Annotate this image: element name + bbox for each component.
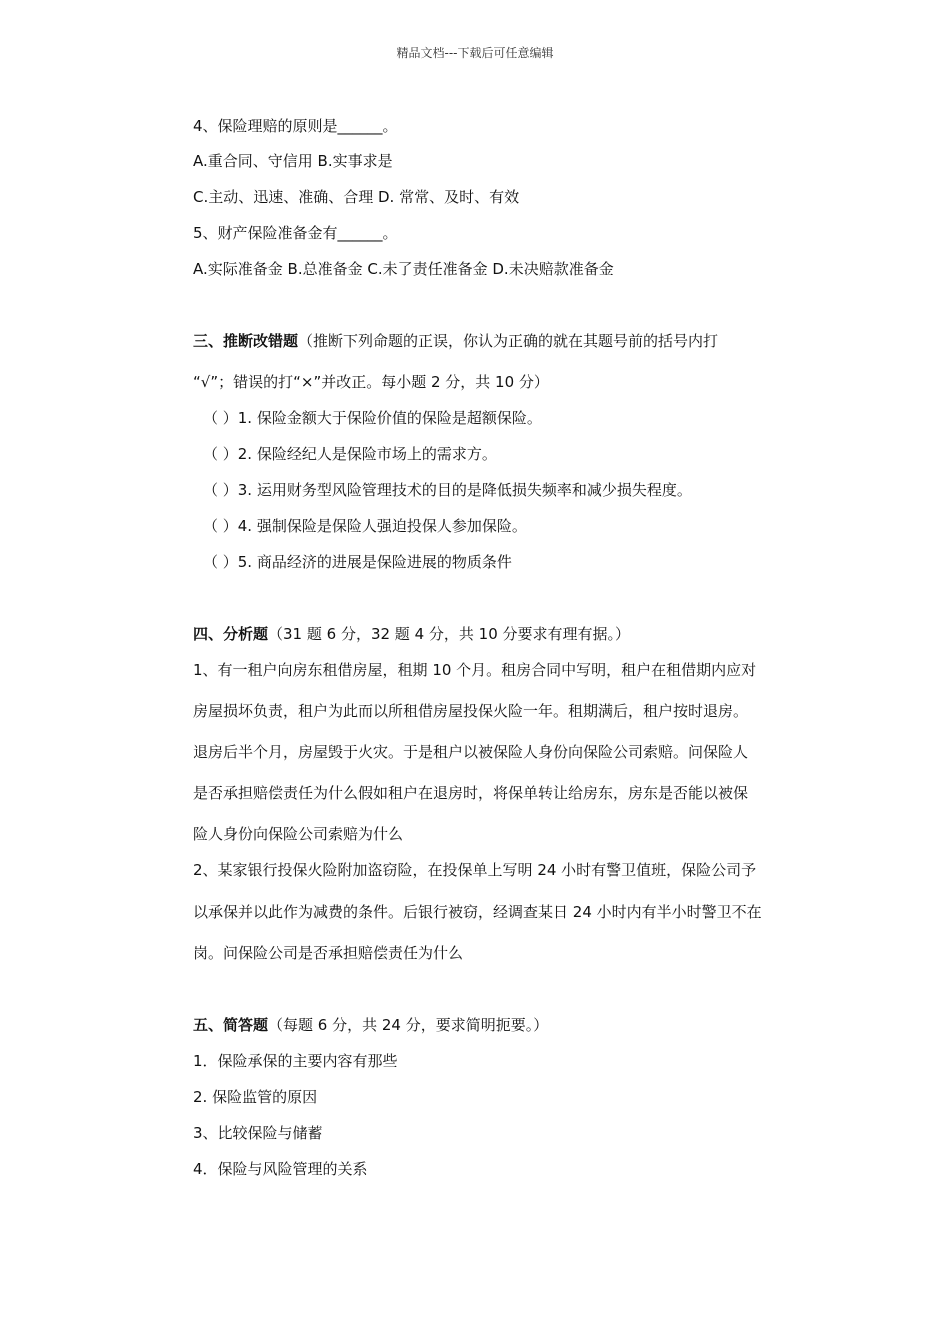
short-answer-item: 1．保险承保的主要内容有那些 bbox=[193, 1052, 398, 1070]
question-4: 4、保险理赔的原则是______。 bbox=[193, 117, 398, 135]
analysis-line: 1、有一租户向房东租借房屋，租期 10 个月。租房合同中写明，租户在租借期内应对 bbox=[193, 661, 757, 679]
judge-item: （ ）3. 运用财务型风险管理技术的目的是降低损失频率和减少损失程度。 bbox=[203, 481, 692, 499]
section-3-desc: （推断下列命题的正误，你认为正确的就在其题号前的括号内打 bbox=[298, 332, 719, 350]
section-5-title: 五、简答题 bbox=[193, 1016, 269, 1034]
analysis-line: 2、某家银行投保火险附加盗窃险，在投保单上写明 24 小时有警卫值班，保险公司予 bbox=[193, 861, 757, 879]
section-3-heading bbox=[193, 331, 718, 351]
analysis-line: 险人身份向保险公司索赔为什么 bbox=[193, 825, 404, 843]
short-answer-item: 2. 保险监管的原因 bbox=[193, 1088, 318, 1106]
judge-item: （ ）4. 强制保险是保险人强迫投保人参加保险。 bbox=[203, 517, 527, 535]
analysis-line: 房屋损坏负责，租户为此而以所租借房屋投保火险一年。租期满后，租户按时退房。 bbox=[193, 702, 749, 720]
judge-item: （ ）1. 保险金额大于保险价值的保险是超额保险。 bbox=[203, 409, 542, 427]
page-header: 精品文档---下载后可任意编辑 bbox=[396, 46, 554, 60]
analysis-line: 以承保并以此作为减费的条件。后银行被窃，经调查某日 24 小时内有半小时警卫不在 bbox=[193, 903, 762, 921]
analysis-line: 是否承担赔偿责任为什么假如租户在退房时，将保单转让给房东，房东是否能以被保 bbox=[193, 784, 749, 802]
analysis-line: 岗。问保险公司是否承担赔偿责任为什么 bbox=[193, 944, 464, 962]
section-3-title: 三、推断改错题 bbox=[193, 332, 299, 350]
judge-item: （ ）2. 保险经纪人是保险市场上的需求方。 bbox=[203, 445, 497, 463]
question-4-options-cd: C.主动、迅速、准确、合理 D. 常常、及时、有效 bbox=[193, 188, 520, 206]
short-answer-item: 4．保险与风险管理的关系 bbox=[193, 1160, 368, 1178]
section-5-heading bbox=[193, 1015, 548, 1035]
section-4-title: 四、分析题 bbox=[193, 625, 269, 643]
section-4-desc: （31 题 6 分，32 题 4 分，共 10 分要求有理有据。） bbox=[268, 625, 631, 643]
short-answer-item: 3、比较保险与储蓄 bbox=[193, 1124, 323, 1142]
section-5-desc: （每题 6 分，共 24 分，要求简明扼要。） bbox=[268, 1016, 549, 1034]
analysis-line: 退房后半个月，房屋毁于火灾。于是租户以被保险人身份向保险公司索赔。问保险人 bbox=[193, 743, 749, 761]
section-3-desc-cont: “√”；错误的打“×”并改正。每小题 2 分，共 10 分） bbox=[193, 373, 549, 391]
question-5: 5、财产保险准备金有______。 bbox=[193, 224, 398, 242]
judge-item: （ ）5. 商品经济的进展是保险进展的物质条件 bbox=[203, 553, 512, 571]
question-5-options: A.实际准备金 B.总准备金 C.未了责任准备金 D.未决赔款准备金 bbox=[193, 260, 614, 278]
section-4-heading bbox=[193, 624, 630, 644]
question-4-options-ab: A.重合同、守信用 B.实事求是 bbox=[193, 152, 393, 170]
